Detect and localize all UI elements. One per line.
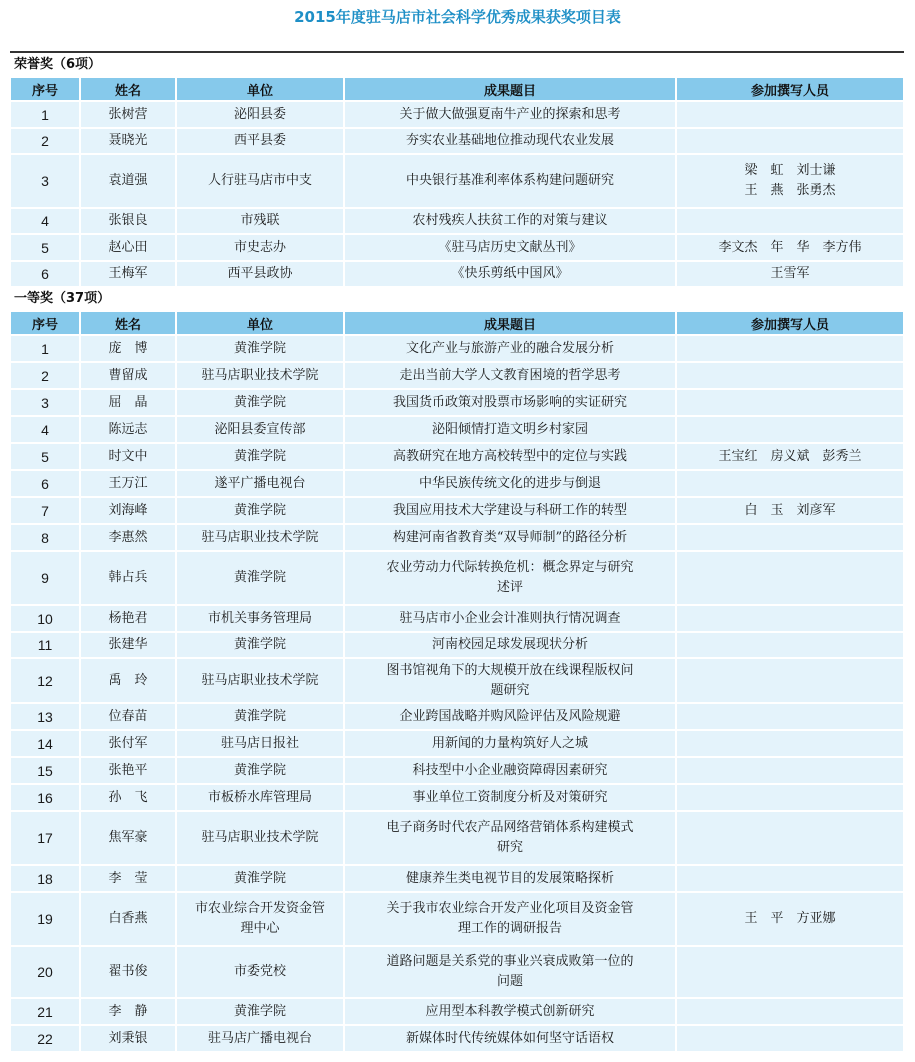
table-row	[10, 551, 904, 605]
cell-name: 陈远志	[80, 416, 176, 443]
cell-number: 5	[10, 234, 80, 261]
topic-line: 述评	[496, 580, 523, 595]
award-table	[10, 77, 904, 287]
column-header: 参加撰写人员	[676, 77, 904, 101]
table-row	[10, 784, 904, 811]
topic-line: 健康养生类电视节目的发展策略探析	[405, 870, 614, 886]
topic-line: 科技型中小企业融资障碍因素研究	[412, 762, 608, 778]
unit-line: 西平县政协	[227, 266, 293, 281]
unit-line: 市机关事务管理局	[207, 610, 312, 626]
table-row	[10, 605, 904, 632]
cell-topic	[344, 892, 676, 946]
unit-line: 驻马店日报社	[220, 735, 299, 751]
authors-line: 梁 虹 刘士谦	[744, 163, 836, 178]
cell-topic	[344, 946, 676, 998]
cell-number: 5	[10, 443, 80, 470]
cell-number: 4	[10, 208, 80, 234]
unit-line: 黄淮学院	[233, 340, 286, 356]
cell-name: 王梅军	[80, 261, 176, 287]
unit-line: 黄淮学院	[233, 1003, 286, 1019]
table-row	[10, 892, 904, 946]
cell-name: 孙 飞	[80, 784, 176, 811]
cell-number: 6	[10, 470, 80, 497]
topic-line: 构建河南省教育类“双导师制”的路径分析	[392, 529, 628, 545]
cell-topic	[344, 335, 676, 362]
topic-line: 电子商务时代农产品网络营销体系构建模式	[386, 820, 634, 835]
topic-line: 新媒体时代传统媒体如何坚守话语权	[405, 1030, 614, 1046]
table-header-row	[10, 77, 904, 101]
cell-unit	[176, 730, 344, 757]
cell-name: 屈 晶	[80, 389, 176, 416]
cell-unit	[176, 416, 344, 443]
topic-line: 应用型本科教学模式创新研究	[425, 1003, 595, 1019]
cell-unit	[176, 946, 344, 998]
cell-number: 21	[10, 998, 80, 1025]
cell-number: 12	[10, 658, 80, 703]
cell-topic	[344, 128, 676, 154]
cell-unit	[176, 101, 344, 128]
unit-line: 驻马店职业技术学院	[201, 367, 319, 383]
table-row	[10, 757, 904, 784]
topic-line: 用新闻的力量构筑好人之城	[431, 735, 588, 751]
topic-line: 泌阳倾情打造文明乡村家园	[431, 421, 588, 437]
cell-unit	[176, 1025, 344, 1052]
table-row	[10, 730, 904, 757]
cell-unit	[176, 208, 344, 234]
table-row	[10, 811, 904, 865]
table-row	[10, 389, 904, 416]
cell-unit	[176, 362, 344, 389]
authors-line: 王雪军	[770, 266, 810, 281]
page-title: 2015年度驻马店市社会科学优秀成果获奖项目表	[294, 8, 621, 26]
cell-authors	[676, 865, 904, 892]
cell-unit	[176, 703, 344, 730]
unit-line: 市农业综合开发资金管	[194, 901, 325, 916]
column-header: 成果题目	[344, 77, 676, 101]
cell-number: 9	[10, 551, 80, 605]
topic-line: 理工作的调研报告	[457, 921, 562, 936]
cell-unit	[176, 658, 344, 703]
cell-number: 1	[10, 101, 80, 128]
cell-number: 10	[10, 605, 80, 632]
cell-authors	[676, 234, 904, 261]
cell-name: 赵心田	[80, 234, 176, 261]
cell-topic	[344, 234, 676, 261]
cell-number: 6	[10, 261, 80, 287]
cell-authors	[676, 784, 904, 811]
topic-line: 研究	[496, 840, 523, 855]
unit-line: 黄淮学院	[233, 708, 286, 724]
topic-line: 《快乐剪纸中国风》	[451, 266, 569, 281]
table-row	[10, 128, 904, 154]
cell-unit	[176, 892, 344, 946]
unit-line: 驻马店职业技术学院	[201, 529, 319, 545]
table-row	[10, 101, 904, 128]
table-row	[10, 261, 904, 287]
cell-authors	[676, 730, 904, 757]
section-label: 荣誉奖（6项）	[14, 57, 102, 72]
cell-unit	[176, 234, 344, 261]
cell-number: 17	[10, 811, 80, 865]
cell-topic	[344, 443, 676, 470]
cell-unit	[176, 784, 344, 811]
cell-number: 11	[10, 632, 80, 658]
cell-unit	[176, 128, 344, 154]
cell-number: 19	[10, 892, 80, 946]
cell-name: 时文中	[80, 443, 176, 470]
cell-name: 刘海峰	[80, 497, 176, 524]
unit-line: 市残联	[240, 213, 280, 228]
cell-number: 16	[10, 784, 80, 811]
cell-authors	[676, 658, 904, 703]
unit-line: 人行驻马店市中支	[207, 173, 312, 188]
topic-line: 走出当前大学人文教育困境的哲学思考	[399, 367, 621, 383]
cell-authors	[676, 101, 904, 128]
cell-unit	[176, 865, 344, 892]
cell-authors	[676, 551, 904, 605]
cell-name: 王万江	[80, 470, 176, 497]
cell-authors	[676, 389, 904, 416]
table-row	[10, 416, 904, 443]
authors-line: 王 平 方亚娜	[744, 911, 836, 926]
table-row	[10, 335, 904, 362]
cell-unit	[176, 443, 344, 470]
award-document	[10, 51, 904, 1052]
cell-number: 15	[10, 757, 80, 784]
cell-topic	[344, 784, 676, 811]
cell-topic	[344, 362, 676, 389]
cell-authors	[676, 998, 904, 1025]
cell-topic	[344, 470, 676, 497]
cell-unit	[176, 389, 344, 416]
column-header: 单位	[176, 311, 344, 335]
table-row	[10, 524, 904, 551]
topic-line: 我国应用技术大学建设与科研工作的转型	[392, 502, 627, 518]
cell-topic	[344, 154, 676, 208]
cell-topic	[344, 658, 676, 703]
cell-authors	[676, 757, 904, 784]
cell-number: 18	[10, 865, 80, 892]
cell-name: 李 静	[80, 998, 176, 1025]
cell-number: 2	[10, 362, 80, 389]
cell-unit	[176, 811, 344, 865]
cell-topic	[344, 261, 676, 287]
table-row	[10, 443, 904, 470]
topic-line: 中华民族传统文化的进步与倒退	[418, 475, 601, 491]
topic-line: 关于做大做强夏南牛产业的探索和思考	[399, 106, 621, 122]
cell-unit	[176, 998, 344, 1025]
cell-topic	[344, 551, 676, 605]
cell-unit	[176, 757, 344, 784]
cell-name: 张银良	[80, 208, 176, 234]
column-header: 成果题目	[344, 311, 676, 335]
topic-line: 河南校园足球发展现状分析	[431, 637, 588, 652]
cell-name: 韩占兵	[80, 551, 176, 605]
column-header: 序号	[10, 311, 80, 335]
topic-line: 道路问题是关系党的事业兴衰成败第一位的	[386, 954, 634, 969]
cell-topic	[344, 101, 676, 128]
topic-line: 题研究	[490, 682, 530, 698]
cell-unit	[176, 261, 344, 287]
topic-line: 我国货币政策对股票市场影响的实证研究	[392, 394, 627, 410]
authors-line: 李文杰 年 华 李方伟	[718, 239, 862, 255]
cell-authors	[676, 416, 904, 443]
table-row	[10, 946, 904, 998]
unit-line: 黄淮学院	[233, 637, 286, 652]
unit-line: 驻马店广播电视台	[207, 1030, 312, 1046]
column-header: 序号	[10, 77, 80, 101]
cell-authors	[676, 946, 904, 998]
cell-unit	[176, 524, 344, 551]
cell-authors	[676, 811, 904, 865]
cell-number: 22	[10, 1025, 80, 1052]
cell-unit	[176, 154, 344, 208]
cell-authors	[676, 703, 904, 730]
cell-name: 翟书俊	[80, 946, 176, 998]
cell-topic	[344, 1025, 676, 1052]
column-header: 参加撰写人员	[676, 311, 904, 335]
section-label: 一等奖（37项）	[14, 291, 111, 306]
unit-line: 黄淮学院	[233, 448, 286, 464]
cell-topic	[344, 703, 676, 730]
cell-name: 焦军豪	[80, 811, 176, 865]
unit-line: 西平县委	[233, 133, 286, 148]
cell-number: 20	[10, 946, 80, 998]
table-row	[10, 632, 904, 658]
unit-line: 理中心	[240, 921, 280, 936]
cell-authors	[676, 443, 904, 470]
cell-topic	[344, 632, 676, 658]
cell-unit	[176, 470, 344, 497]
topic-line: 驻马店市小企业会计准则执行情况调查	[399, 610, 621, 626]
cell-unit	[176, 605, 344, 632]
cell-name: 曹留成	[80, 362, 176, 389]
cell-topic	[344, 524, 676, 551]
table-row	[10, 998, 904, 1025]
table-row	[10, 208, 904, 234]
cell-number: 2	[10, 128, 80, 154]
topic-line: 中央银行基准利率体系构建问题研究	[405, 173, 614, 188]
topic-line: 高教研究在地方高校转型中的定位与实践	[392, 448, 627, 464]
cell-topic	[344, 389, 676, 416]
authors-line: 白 玉 刘彦军	[744, 502, 836, 518]
topic-line: 关于我市农业综合开发产业化项目及资金管	[386, 901, 634, 916]
cell-topic	[344, 730, 676, 757]
unit-line: 遂平广播电视台	[214, 475, 306, 491]
table-row	[10, 470, 904, 497]
cell-authors	[676, 362, 904, 389]
unit-line: 黄淮学院	[233, 502, 286, 518]
cell-number: 4	[10, 416, 80, 443]
table-row	[10, 658, 904, 703]
table-row	[10, 1025, 904, 1052]
table-row	[10, 234, 904, 261]
table-row	[10, 497, 904, 524]
cell-unit	[176, 497, 344, 524]
cell-authors	[676, 1025, 904, 1052]
topic-line: 图书馆视角下的大规模开放在线课程版权问	[386, 662, 634, 678]
cell-name: 位春苗	[80, 703, 176, 730]
cell-topic	[344, 416, 676, 443]
cell-topic	[344, 865, 676, 892]
cell-name: 张树营	[80, 101, 176, 128]
cell-name: 张付军	[80, 730, 176, 757]
topic-line: 《驻马店历史文献丛刊》	[438, 239, 582, 255]
cell-name: 张艳平	[80, 757, 176, 784]
cell-number: 14	[10, 730, 80, 757]
cell-number: 13	[10, 703, 80, 730]
cell-unit	[176, 335, 344, 362]
unit-line: 黄淮学院	[233, 570, 286, 585]
unit-line: 驻马店职业技术学院	[201, 830, 319, 845]
cell-topic	[344, 605, 676, 632]
cell-name: 李惠然	[80, 524, 176, 551]
cell-authors	[676, 605, 904, 632]
cell-authors	[676, 335, 904, 362]
unit-line: 市史志办	[233, 239, 286, 255]
cell-authors	[676, 632, 904, 658]
award-table	[10, 311, 904, 1052]
cell-topic	[344, 757, 676, 784]
topic-line: 事业单位工资制度分析及对策研究	[412, 789, 608, 805]
cell-name: 杨艳君	[80, 605, 176, 632]
topic-line: 问题	[496, 974, 523, 989]
cell-authors	[676, 470, 904, 497]
unit-line: 黄淮学院	[233, 762, 286, 778]
table-row	[10, 703, 904, 730]
cell-authors	[676, 524, 904, 551]
topic-line: 夯实农业基础地位推动现代农业发展	[405, 133, 614, 148]
cell-name: 李 莹	[80, 865, 176, 892]
cell-name: 聂晓光	[80, 128, 176, 154]
cell-number: 8	[10, 524, 80, 551]
topic-line: 文化产业与旅游产业的融合发展分析	[405, 340, 614, 356]
unit-line: 黄淮学院	[233, 394, 286, 410]
cell-authors	[676, 261, 904, 287]
cell-number: 3	[10, 154, 80, 208]
table-row	[10, 154, 904, 208]
cell-name: 刘秉银	[80, 1025, 176, 1052]
cell-topic	[344, 811, 676, 865]
cell-authors	[676, 128, 904, 154]
cell-name: 禹 玲	[80, 658, 176, 703]
table-header-row	[10, 311, 904, 335]
unit-line: 黄淮学院	[233, 870, 286, 886]
cell-authors	[676, 208, 904, 234]
topic-line: 农业劳动力代际转换危机：概念界定与研究	[386, 560, 634, 575]
cell-number: 1	[10, 335, 80, 362]
cell-authors	[676, 892, 904, 946]
table-row	[10, 362, 904, 389]
unit-line: 驻马店职业技术学院	[201, 672, 319, 688]
authors-line: 王 燕 张勇杰	[744, 183, 836, 198]
cell-name: 庞 博	[80, 335, 176, 362]
unit-line: 市板桥水库管理局	[207, 789, 312, 805]
column-header: 单位	[176, 77, 344, 101]
cell-name: 袁道强	[80, 154, 176, 208]
cell-name: 白香燕	[80, 892, 176, 946]
authors-line: 王宝红 房义斌 彭秀兰	[718, 448, 862, 464]
cell-number: 7	[10, 497, 80, 524]
topic-line: 企业跨国战略并购风险评估及风险规避	[399, 708, 621, 724]
cell-number: 3	[10, 389, 80, 416]
cell-name: 张建华	[80, 632, 176, 658]
cell-topic	[344, 998, 676, 1025]
table-row	[10, 865, 904, 892]
cell-unit	[176, 551, 344, 605]
cell-topic	[344, 208, 676, 234]
column-header: 姓名	[80, 77, 176, 101]
cell-authors	[676, 154, 904, 208]
unit-line: 泌阳县委	[233, 106, 286, 122]
unit-line: 泌阳县委宣传部	[214, 421, 306, 437]
topic-line: 农村残疾人扶贫工作的对策与建议	[412, 213, 608, 228]
cell-topic	[344, 497, 676, 524]
cell-unit	[176, 632, 344, 658]
column-header: 姓名	[80, 311, 176, 335]
cell-authors	[676, 497, 904, 524]
unit-line: 市委党校	[233, 964, 286, 979]
